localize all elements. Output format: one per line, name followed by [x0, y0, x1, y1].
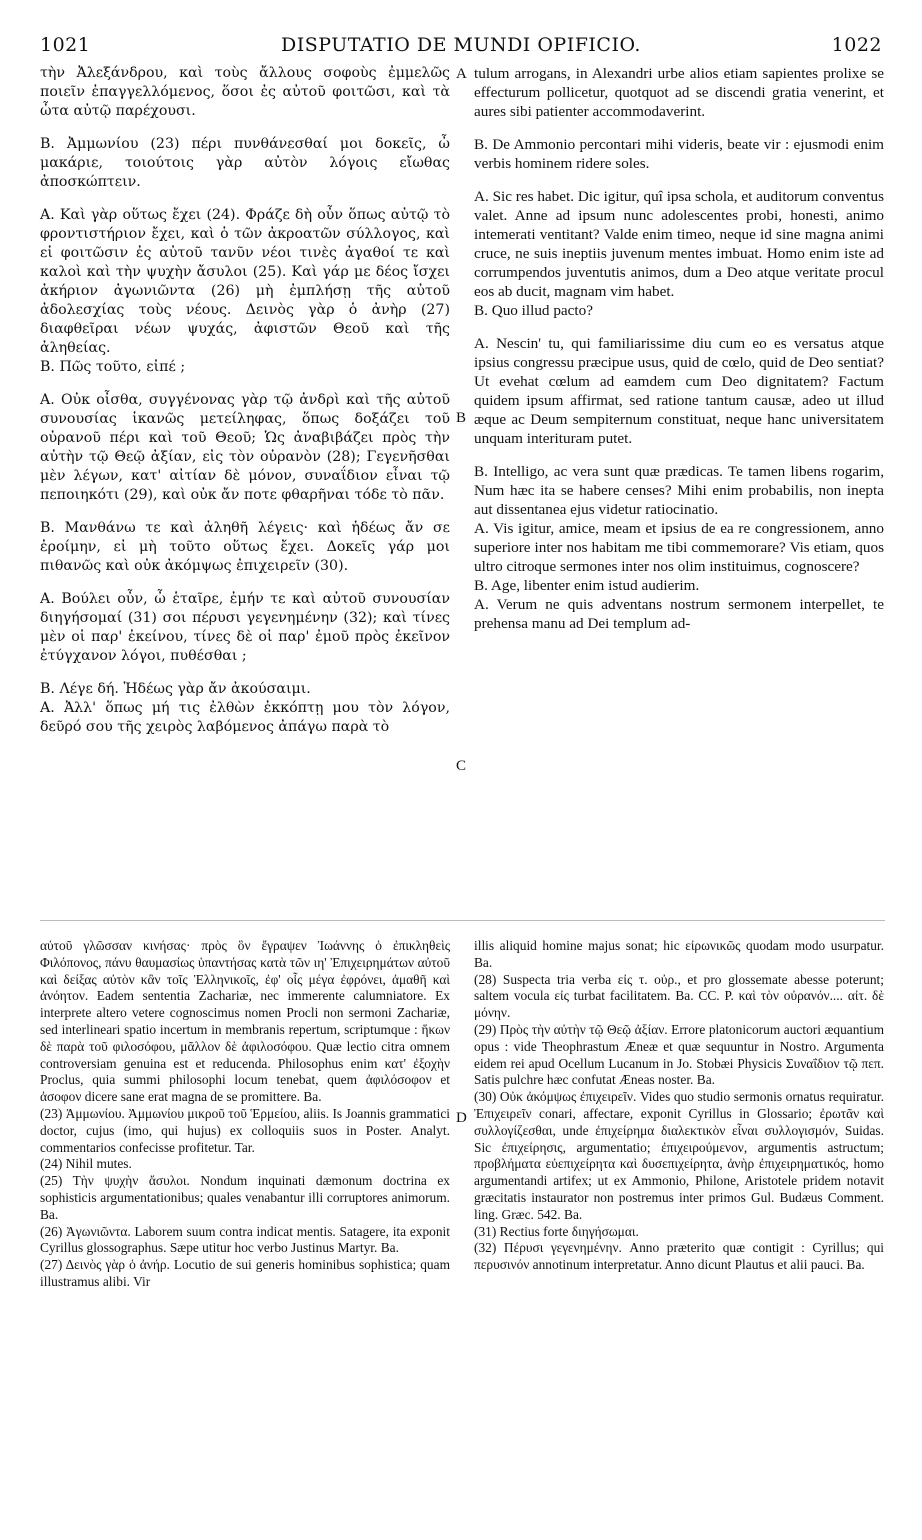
footnote: (24) Nihil mutes.	[40, 1156, 132, 1172]
greek-paragraph: B. Μανθάνω τε καὶ ἀληθῆ λέγεις· καὶ ἡδέως ἄν σε ἐροίμην, εἰ μὴ τοῦτο οὕτως ἔχει. Δοκεῖς γάρ μοι πιθανῶς καὶ οὐκ ἀκόμψως ἐπιχειρεῖν (30).	[40, 520, 450, 574]
notes-separator	[40, 920, 885, 921]
page-number-right: 1022	[831, 34, 882, 56]
latin-text-column	[474, 64, 884, 633]
running-header	[40, 34, 882, 60]
greek-text-column	[40, 64, 450, 737]
latin-paragraph: tulum arrogans, in Alexandri urbe alios etiam sapientes prolixe se effecturum pollicetur, quotquot ad se discendi gratia venerint, et aures sibi patienter accommodaverint.	[474, 65, 884, 120]
running-title: DISPUTATIO DE MUNDI OPIFICIO.	[281, 34, 641, 56]
footnote: (23) Ἀμμωνίου. Ἀμμωνίου μικροῦ τοῦ Ἑρμείου, aliis. Is Joannis grammatici doctor, cujus (imo, qui hujus) ex colloquiis suos in Poster. Analyt. commentarios confecisse profitetur. Tar.	[40, 1105, 450, 1155]
footnote: (30) Οὐκ ἀκόμψως ἐπιχειρεῖν. Vides quo studio sermonis ornatus requiratur. Ἐπιχειρεῖν conari, affectare, exponit Cyrillus in Glossario; ἐρωτᾶν καὶ συλλογίζεσθαι, unde ἐπιχείρημα διαλεκτικὸν εἶναι συλλογισμόν, Suidas. Sic ἐπιχείρησις, argumentatio; ἐπιχειρούμενον, argumentis astructum; προβλήματα εὐεπιχείρητα καὶ δυσεπιχείρητα, ἀνὴρ ἐπιχειρηματικός, homo argumentandi artifex; ut ex Ammonio, Philone, Aristotele pridem notavit græcitatis instaurator non postremus inter primos Gul. Budæus Comment. ling. Græc. 542. Ba.	[474, 1089, 884, 1222]
greek-paragraph: τὴν Ἀλεξάνδρου, καὶ τοὺς ἄλλους σοφοὺς ἐμμελῶς ποιεῖν ἐπαγγελλόμενος, ὅσοι ἐς αὐτοῦ φοιτῶσι, καὶ τὰ ὦτα αὐτῷ παρέχουσι.	[40, 65, 450, 119]
footnote: (29) Πρὸς τὴν αὐτὴν τῷ Θεῷ ἀξίαν. Errore platonicorum auctori æquantium opus : vide Theophrastum Æneæ et quæ sequuntur in Nostro. Argumenta eidem rei apud Ocellum Lucanum in Jo. Stobæi Physicis Συναΐδιον τῷ πεπ. Satis pulchre hæc confutat Æneas noster. Ba.	[474, 1021, 884, 1088]
footnotes-right-column	[474, 938, 884, 1274]
greek-paragraph: B. Πῶς τοῦτο, εἰπέ ;	[40, 359, 186, 375]
footnote: (32) Πέρυσι γεγενημένην. Anno præterito quæ contigit : Cyrillus; qui περυσινόν annotinum interpretatur. Anno dicunt Plautus et alii pauci. Ba.	[474, 1240, 884, 1273]
footnote: (26) Ἀγωνιῶντα. Laborem suum contra indicat mentis. Satagere, ita exponit Cyrillus glossographus. Sæpe utitur hoc verbo Justinus Martyr. Ba.	[40, 1223, 450, 1256]
greek-paragraph: A. Βούλει οὖν, ὦ ἑταῖρε, ἐμήν τε καὶ αὐτοῦ συνουσίαν διηγήσομαί (31) σοι πέρυσι γεγενημένην (32); καὶ τίνες μὲν οἱ παρ' ἐκείνου, τίνες δὲ οἱ παρ' ἐμοῦ πρὸς ἐκεῖνον ἐτύγχανον λόγοι, πυθέσθαι ;	[40, 591, 450, 664]
latin-paragraph: B. Intelligo, ac vera sunt quæ prædicas. Te tamen libens rogarim, Num hæc ita se habere censes? Mihi enim probabilis, non inepta aut dissentanea ejus videtur ratiocinatio.	[474, 463, 884, 518]
footnote: (28) Suspecta tria verba εἰς τ. οὐρ., et pro glossemate abesse poterunt; saltem vocula εἰς turbat facilitatem. Ba. CC. P. καὶ τὸν οὐρανόν.... αἰτ. δὲ μόνην.	[474, 971, 884, 1021]
greek-paragraph: A. Ἀλλ' ὅπως μή τις ἐλθὼν ἐκκόπτῃ μου τὸν λόγον, δεῦρό σου τῆς χειρὸς λαβόμενος ἀπάγω παρὰ τὸ	[40, 700, 450, 735]
footnote: (25) Τὴν ψυχὴν ἄσυλοι. Nondum inquinati dæmonum doctrina ex sophisticis argumentationibus; quales venabantur illi corruptores animorum. Ba.	[40, 1173, 450, 1222]
footnotes-left-column	[40, 938, 450, 1291]
latin-paragraph: A. Verum ne quis adventans nostrum sermonem interpellet, te prehensa manu ad Dei templum ad-	[474, 596, 884, 632]
greek-paragraph: B. Λέγε δή. Ἡδέως γὰρ ἄν ἀκούσαιμι.	[40, 681, 311, 697]
footnote: (31) Rectius forte διηγήσωμαι.	[474, 1223, 639, 1239]
footnote: illis aliquid homine majus sonat; hic εἰρωνικῶς quodam modo usurpatur. Ba.	[474, 938, 884, 970]
page-number-left: 1021	[40, 34, 91, 56]
latin-paragraph: A. Nescin' tu, qui familiarissime diu cum eo es versatus atque ipsius congressu præcipue usus, quid de cœlo, quid de Deo sentiat? Ut evehat cœlum ad eamdem cum Deo dignitatem? Factum quidem ipsum affirmat, sed ratione tantum causæ, adeo ut illud æque ac Deum sempiternum constituat, neque hanc universitatem unquam interituram putet.	[474, 335, 884, 447]
footnote: (27) Δεινὸς γὰρ ὁ ἀνήρ. Locutio de sui generis hominibus sophistica; quam illustramus alibi. Vir	[40, 1257, 450, 1289]
section-marker-a: A	[456, 66, 467, 82]
latin-paragraph: B. Age, libenter enim istud audierim.	[474, 577, 700, 594]
greek-paragraph: B. Ἀμμωνίου (23) πέρι πυνθάνεσθαί μοι δοκεῖς, ὦ μακάριε, τοιούτοις γὰρ αὐτὸν λόγοις εἴωθας ἀποσκώπτειν.	[40, 136, 450, 190]
section-marker-d: D	[456, 1110, 467, 1126]
section-marker-c: C	[456, 758, 467, 774]
greek-paragraph: A. Καὶ γὰρ οὕτως ἔχει (24). Φράζε δὴ οὖν ὅπως αὐτῷ τὸ φροντιστήριον ἔχει, καὶ ὁ τῶν ἀκροατῶν σύλλογος, καὶ εἰ φοιτῶσιν ἐς αὐτοῦ τανῦν νέοι τινὲς ἀγαθοί τε καὶ καλοὶ καὶ τὴν ψυχὴν ἄσυλοι (25). Καὶ γάρ με δέος ἴσχει ἀκήριον ἀγωνιῶντα (26) μὴ ἐμπλήσῃ τῆς αὐτοῦ ἀδολεσχίας τοὺς νέους. Δεινὸς γὰρ ὁ ἀνὴρ (27) διαφθεῖραι νέων ψυχάς, ἀφιστῶν Θεοῦ καὶ τῆς ἀληθείας.	[40, 207, 450, 356]
greek-paragraph: A. Οὐκ οἶσθα, συγγένονας γὰρ τῷ ἀνδρὶ καὶ τῆς αὐτοῦ συνουσίας ἱκανῶς μετείληφας, ὅπως δοξάζει τοῦ οὐρανοῦ πέρι καὶ τοῦ Θεοῦ; Ὡς ἀναβιβάζει πρὸς τὴν αὐτὴν τῷ Θεῷ ἀξίαν, εἰς τὸν οὐρανὸν (28); Γεγενῆσθαι μὲν λέγων, κατ' αἰτίαν δὲ μόνον, συναΐδιον εἶναι τῷ πεποιηκότι (29), καὶ οὐκ ἄν ποτε φθαρῆναι τόδε τὸ πᾶν.	[40, 392, 450, 503]
footnote: αὐτοῦ γλῶσσαν κινήσας· πρὸς ὃν ἔγραψεν Ἰωάννης ὁ ἐπικληθεὶς Φιλόπονος, πάνυ θαυμασίως ὑπαντήσας κατὰ τῶν ιη' Ἐπιχειρημάτων αὐτοῦ καὶ δείξας αὐτὸν κἂν τοῖς Ἑλληνικοῖς, ἐφ' οἷς μέγα ἐφρόνει, ἀμαθῆ καὶ ἀνόητον. Eadem sententia Zachariæ, nec immerente calumniatore. Ex interprete altero veterе cognoscimus nomen Procli non sermoni Zachariæ, sed interlineari spatio incertum in membranis repertum, scriptumque : ἥκων δὲ παρὰ τοῦ φιλοσόφου, μᾶλλον δὲ ἀφιλοσόφου. Quæ lectio citra omnem controversiam genuina est et reducenda. Philosophus enim κατ' ἐξοχὴν Proclus, quia summi philosophi locum tenebat, quem ἀφιλόσοφον et ἀσοφον dicere sane erat magna de se promittere. Ba.	[40, 938, 450, 1105]
section-marker-b: B	[456, 410, 467, 426]
latin-paragraph: B. Quo illud pacto?	[474, 302, 593, 319]
latin-paragraph: B. De Ammonio percontari mihi videris, beate vir : ejusmodi enim verbis hominem ridere soles.	[474, 136, 884, 172]
latin-paragraph: A. Sic res habet. Dic igitur, quî ipsa schola, et auditorum conventus valet. Anne ad ipsum nunc adolescentes probi, honesti, animo intemerati ventitant? Valde enim timeo, neque id sine magna animi cruce, ne suis ineptiis juvenum mentes imbuat. Homo enim iste ad corrumpendos juventutis animos, dum a Deo atque veritate procul eos ab ducit, magnam vim habet.	[474, 188, 884, 300]
latin-paragraph: A. Vis igitur, amice, meam et ipsius de ea re congressionem, anno superiore inter nos habitam me tibi commemorare? Vis etiam, quos ultro citroque sermones inter nos olim instituimus, cognoscere?	[474, 520, 884, 575]
